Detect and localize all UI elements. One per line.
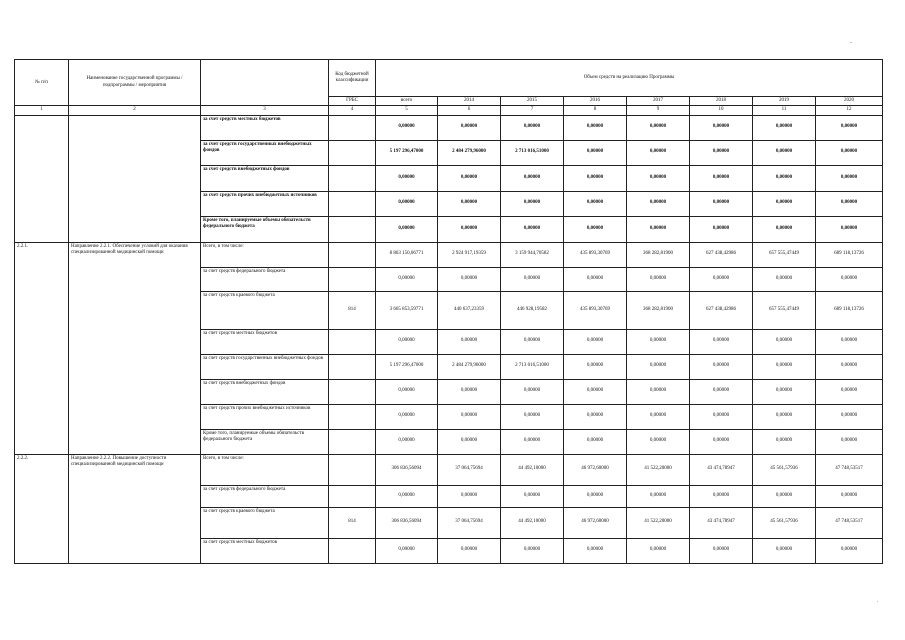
value-total: 3 665 853,59771 (376, 291, 438, 329)
grbs-code (329, 165, 376, 191)
value-year: 368 282,81900 (627, 242, 690, 267)
value-year: 0,00000 (627, 115, 690, 140)
header-year: 2015 (501, 97, 564, 106)
program-name (69, 115, 201, 242)
header-index: 8 (564, 106, 627, 115)
grbs-code: 814 (329, 507, 376, 538)
funding-source: за счет средств местных бюджетов (201, 538, 329, 563)
value-year: 0,00000 (501, 191, 564, 216)
value-year: 45 561,57936 (753, 507, 816, 538)
grbs-code (329, 329, 376, 354)
value-year: 627 438,42986 (690, 291, 753, 329)
value-year: 44 492,10000 (501, 507, 564, 538)
value-year: 0,00000 (753, 191, 816, 216)
value-year: 689 118,13726 (816, 291, 883, 329)
header-index: 1 (15, 106, 69, 115)
value-year: 0,00000 (438, 379, 501, 404)
value-year: 0,00000 (438, 191, 501, 216)
grbs-code (329, 216, 376, 242)
value-year: 0,00000 (753, 538, 816, 563)
value-year: 0,00000 (627, 165, 690, 191)
value-year: 0,00000 (627, 267, 690, 291)
value-year: 0,00000 (690, 329, 753, 354)
value-year: 0,00000 (753, 429, 816, 454)
funding-source: за счет средств прочих внебюджетных источников (201, 404, 329, 429)
header-year: 2019 (753, 97, 816, 106)
header-row (15, 60, 883, 97)
table-row (15, 115, 883, 140)
value-year: 43 474,78947 (690, 454, 753, 485)
value-year: 0,00000 (690, 429, 753, 454)
header-grbs: ГРБС (329, 97, 376, 106)
header-index: 7 (501, 106, 564, 115)
value-year: 0,00000 (501, 115, 564, 140)
value-year: 0,00000 (564, 329, 627, 354)
value-year: 0,00000 (753, 216, 816, 242)
value-year: 0,00000 (816, 329, 883, 354)
value-year: 0,00000 (438, 404, 501, 429)
value-total: 0,00000 (376, 379, 438, 404)
grbs-code (329, 242, 376, 267)
header-index: 5 (376, 106, 438, 115)
value-year: 0,00000 (627, 140, 690, 165)
value-year: 2 484 279,96000 (438, 140, 501, 165)
value-year: 0,00000 (627, 429, 690, 454)
funding-source: Кроме того, планируемые объемы обязательств федерального бюджета (201, 216, 329, 242)
value-year: 37 064,75694 (438, 507, 501, 538)
funding-source: за счет средств внебюджетных фондов (201, 379, 329, 404)
value-year: 0,00000 (690, 165, 753, 191)
value-year: 0,00000 (564, 354, 627, 379)
value-year: 0,00000 (753, 379, 816, 404)
value-year: 0,00000 (690, 485, 753, 507)
value-year: 0,00000 (564, 538, 627, 563)
value-year: 0,00000 (438, 329, 501, 354)
value-year: 0,00000 (564, 140, 627, 165)
grbs-code (329, 538, 376, 563)
value-total: 0,00000 (376, 429, 438, 454)
value-year: 0,00000 (816, 379, 883, 404)
value-year: 0,00000 (753, 165, 816, 191)
value-year: 0,00000 (627, 404, 690, 429)
row-number: 2.2.2. (15, 454, 69, 563)
header-index: 3 (201, 106, 329, 115)
value-year: 0,00000 (816, 485, 883, 507)
value-year: 37 064,75694 (438, 454, 501, 485)
grbs-code (329, 140, 376, 165)
value-year: 446 928,19582 (501, 291, 564, 329)
value-year: 0,00000 (690, 140, 753, 165)
value-year: 657 555,47449 (753, 242, 816, 267)
value-year: 0,00000 (438, 267, 501, 291)
value-year: 0,00000 (753, 140, 816, 165)
header-year: 2018 (690, 97, 753, 106)
value-year: 0,00000 (753, 354, 816, 379)
value-year: 0,00000 (753, 115, 816, 140)
value-year: 0,00000 (690, 191, 753, 216)
value-year: 0,00000 (564, 429, 627, 454)
value-year: 0,00000 (690, 115, 753, 140)
program-name: Направление 2.2.2. Повышение доступности специализированной медицинской помощи (69, 454, 201, 563)
header-num: № п/п (15, 60, 69, 106)
value-year: 0,00000 (753, 404, 816, 429)
header-year: 2020 (816, 97, 883, 106)
value-year: 0,00000 (816, 191, 883, 216)
value-year: 0,00000 (690, 538, 753, 563)
value-year: 41 522,20000 (627, 454, 690, 485)
grbs-code (329, 485, 376, 507)
value-year: 0,00000 (816, 538, 883, 563)
grbs-code (329, 454, 376, 485)
value-year: 0,00000 (690, 267, 753, 291)
header-year: 2016 (564, 97, 627, 106)
value-year: 41 522,20000 (627, 507, 690, 538)
value-total: 8 863 150,06771 (376, 242, 438, 267)
value-year: 0,00000 (627, 485, 690, 507)
value-year: 0,00000 (564, 115, 627, 140)
grbs-code (329, 404, 376, 429)
value-year: 0,00000 (816, 404, 883, 429)
value-total: 0,00000 (376, 485, 438, 507)
value-total: 0,00000 (376, 165, 438, 191)
budget-table (14, 59, 883, 564)
header-index-row (15, 106, 883, 115)
value-year: 0,00000 (564, 191, 627, 216)
header-index: 11 (753, 106, 816, 115)
header-index: 10 (690, 106, 753, 115)
value-year: 0,00000 (501, 485, 564, 507)
value-total: 0,00000 (376, 191, 438, 216)
header-source (201, 60, 329, 106)
value-year: 0,00000 (438, 165, 501, 191)
value-year: 0,00000 (816, 140, 883, 165)
value-year: 0,00000 (501, 267, 564, 291)
header-index: 6 (438, 106, 501, 115)
funding-source: за счет средств внебюджетных фондов (201, 165, 329, 191)
value-year: 0,00000 (627, 538, 690, 563)
value-year: 0,00000 (816, 216, 883, 242)
funding-source: за счет средств прочих внебюджетных источников (201, 191, 329, 216)
grbs-code (329, 354, 376, 379)
value-year: 0,00000 (816, 429, 883, 454)
value-total: 0,00000 (376, 115, 438, 140)
value-year: 44 492,10000 (501, 454, 564, 485)
value-year: 0,00000 (627, 216, 690, 242)
funding-source: Всего, в том числе: (201, 454, 329, 485)
header-total: всего (376, 97, 438, 106)
grbs-code (329, 191, 376, 216)
value-total: 0,00000 (376, 404, 438, 429)
value-year: 0,00000 (501, 165, 564, 191)
value-year: 0,00000 (753, 485, 816, 507)
funding-source: за счет средств краевого бюджета (201, 291, 329, 329)
value-year: 43 474,78947 (690, 507, 753, 538)
table-row (15, 454, 883, 485)
value-year: 435 893,30769 (564, 291, 627, 329)
header-year: 2014 (438, 97, 501, 106)
value-total: 0,00000 (376, 329, 438, 354)
header-index: 4 (329, 106, 376, 115)
funding-source: за счет средств краевого бюджета (201, 507, 329, 538)
value-total: 5 197 296,47000 (376, 140, 438, 165)
header-index: 9 (627, 106, 690, 115)
grbs-code: 814 (329, 291, 376, 329)
value-year: 689 118,13726 (816, 242, 883, 267)
value-year: 0,00000 (501, 329, 564, 354)
value-total: 306 836,56094 (376, 507, 438, 538)
value-total: 306 836,56094 (376, 454, 438, 485)
header-name: Наименование государственной программы / подпрограммы / мероприятия (69, 60, 201, 106)
value-year: 0,00000 (438, 216, 501, 242)
value-total: 0,00000 (376, 267, 438, 291)
grbs-code (329, 267, 376, 291)
value-year: 0,00000 (564, 404, 627, 429)
value-year: 0,00000 (690, 354, 753, 379)
value-total: 0,00000 (376, 216, 438, 242)
row-number: 2.2.1. (15, 242, 69, 454)
value-total: 0,00000 (376, 538, 438, 563)
corner-mark: - (850, 40, 852, 46)
funding-source: за счет средств местных бюджетов (201, 115, 329, 140)
value-year: 0,00000 (501, 538, 564, 563)
value-year: 0,00000 (564, 485, 627, 507)
funding-source: за счет средств федерального бюджета (201, 267, 329, 291)
header-volume: Объем средств на реализацию Программы (376, 60, 883, 97)
value-year: 45 561,57936 (753, 454, 816, 485)
value-year: 0,00000 (753, 329, 816, 354)
value-year: 47 748,53517 (816, 454, 883, 485)
value-year: 0,00000 (627, 379, 690, 404)
value-year: 0,00000 (501, 429, 564, 454)
funding-source: Кроме того, планируемые объемы обязательств федерального бюджета (201, 429, 329, 454)
value-year: 0,00000 (627, 191, 690, 216)
value-year: 46 972,60000 (564, 507, 627, 538)
funding-source: за счет средств местных бюджетов (201, 329, 329, 354)
value-year: 0,00000 (816, 115, 883, 140)
value-year: 0,00000 (753, 267, 816, 291)
value-year: 0,00000 (564, 165, 627, 191)
value-year: 0,00000 (438, 485, 501, 507)
value-year: 0,00000 (816, 165, 883, 191)
grbs-code (329, 379, 376, 404)
funding-source: за счет средств федерального бюджета (201, 485, 329, 507)
value-year: 0,00000 (564, 267, 627, 291)
value-year: 0,00000 (690, 216, 753, 242)
value-year: 0,00000 (627, 329, 690, 354)
corner-mark: . (877, 598, 879, 604)
funding-source: Всего, в том числе: (201, 242, 329, 267)
value-year: 0,00000 (564, 216, 627, 242)
funding-source: за счет средств государственных внебюджетных фондов (201, 140, 329, 165)
value-year: 2 924 917,19359 (438, 242, 501, 267)
header-index: 12 (816, 106, 883, 115)
value-year: 0,00000 (627, 354, 690, 379)
value-year: 368 282,81900 (627, 291, 690, 329)
grbs-code (329, 115, 376, 140)
value-year: 0,00000 (438, 538, 501, 563)
value-year: 46 972,60000 (564, 454, 627, 485)
value-year: 47 748,53517 (816, 507, 883, 538)
value-year: 0,00000 (690, 404, 753, 429)
value-year: 0,00000 (501, 379, 564, 404)
value-year: 0,00000 (501, 404, 564, 429)
value-year: 0,00000 (501, 216, 564, 242)
grbs-code (329, 429, 376, 454)
value-year: 657 555,47449 (753, 291, 816, 329)
value-year: 2 713 016,51000 (501, 140, 564, 165)
value-year: 440 637,23359 (438, 291, 501, 329)
value-year: 0,00000 (564, 379, 627, 404)
funding-source: за счет средств государственных внебюджетных фондов (201, 354, 329, 379)
row-number (15, 115, 69, 242)
value-year: 627 438,42986 (690, 242, 753, 267)
value-year: 435 893,30769 (564, 242, 627, 267)
value-year: 0,00000 (690, 379, 753, 404)
value-year: 0,00000 (816, 267, 883, 291)
value-year: 2 713 016,51000 (501, 354, 564, 379)
table-row (15, 242, 883, 267)
value-year: 0,00000 (438, 115, 501, 140)
value-year: 0,00000 (438, 429, 501, 454)
value-year: 2 484 279,96000 (438, 354, 501, 379)
program-name: Направление 2.2.1. Обеспечение условий для оказания специализированной медицинской помощи (69, 242, 201, 454)
value-year: 0,00000 (816, 354, 883, 379)
value-total: 5 197 296,47000 (376, 354, 438, 379)
value-year: 3 159 944,70582 (501, 242, 564, 267)
header-year: 2017 (627, 97, 690, 106)
header-index: 2 (69, 106, 201, 115)
header-kbk: Код бюджетной классификации (329, 60, 376, 97)
